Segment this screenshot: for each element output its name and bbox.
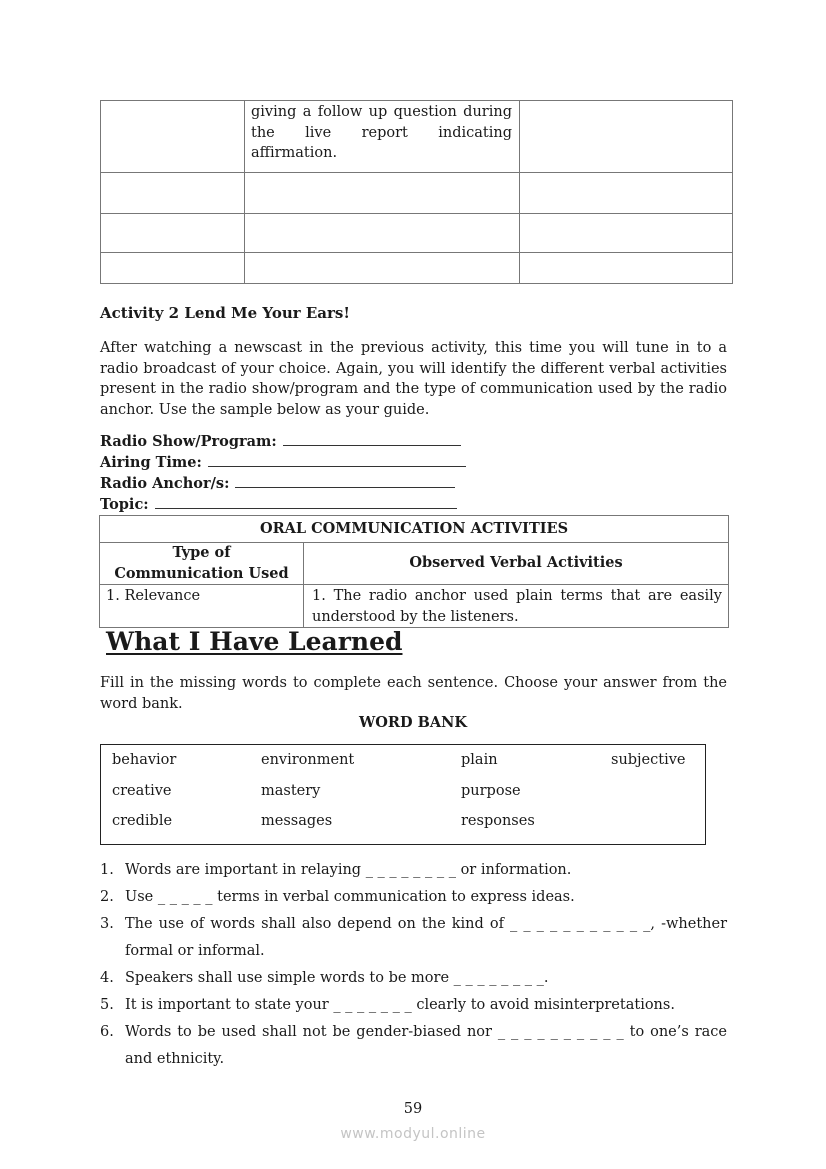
list-item: 4. Speakers shall use simple words to be more _ _ _ _ _ _ _ _. [100,970,549,986]
table-cell [520,101,733,173]
blank-line[interactable] [155,494,457,509]
field-airing-time [100,452,466,473]
fill-in-list [100,857,727,1073]
top-table [100,100,733,284]
table-cell [101,101,245,173]
blank-line[interactable] [208,452,466,467]
word-bank-word: purpose [461,783,521,799]
table-cell: 1. Relevance [100,585,304,628]
blank-line[interactable] [283,431,461,446]
field-topic [100,494,457,515]
field-radio-anchor [100,473,455,494]
table-row [101,253,733,284]
table-row [101,214,733,253]
section-instructions: Fill in the missing words to complete each sentence. Choose your answer from the word bank. [100,675,727,712]
word-bank-word: plain [461,752,498,768]
column-header-observed: Observed Verbal Activities [304,543,729,585]
cell-text-line: the live report indicating [251,124,512,141]
word-bank-word: credible [112,813,173,829]
column-header-type: Type of Communication Used [100,543,304,585]
table-row [101,173,733,214]
field-label: Topic: [100,496,149,513]
table-row [100,585,729,628]
word-bank-word: subjective [611,752,686,768]
cell-text-line: giving a follow up question during [251,104,512,120]
table-row [101,101,733,173]
table-cell-verbal-activity [245,101,520,173]
section-title: What I Have Learned [106,627,403,656]
table-title-row [100,516,729,543]
field-label: Airing Time: [100,454,202,471]
word-bank-box [100,744,706,845]
list-item: 1. Words are important in relaying _ _ _ _ _ _ _ _ or information. [100,862,572,878]
word-bank-word: behavior [112,752,177,768]
word-bank-word: responses [461,813,535,829]
word-bank-word: messages [261,813,333,829]
list-item: 6. Words to be used shall not be gender-biased nor _ _ _ _ _ _ _ _ _ _ to one’s race and ethnicity. [100,1024,727,1067]
table-cell: 1. The radio anchor used plain terms that are easily understood by the listeners. [304,585,729,628]
table-title: ORAL COMMUNICATION ACTIVITIES [100,516,729,543]
activity-instructions: After watching a newscast in the previous activity, this time you will tune in to a radio broadcast of your choice. Again, you will identify the different verbal activities present in the radio show/program and the type of communication used by the radio anchor. Use the sample below as your guide. [100,340,727,418]
field-radio-show [100,431,461,452]
table-header-row [100,543,729,585]
cell-text-line: affirmation. [251,145,338,161]
word-bank-word: creative [112,783,172,799]
page-number: 59 [403,1101,423,1117]
list-item: 3. The use of words shall also depend on the kind of _ _ _ _ _ _ _ _ _ _ _, -whether formal or informal. [100,916,727,959]
watermark: www.modyul.online [340,1126,486,1142]
field-label: Radio Show/Program: [100,433,277,450]
field-label: Radio Anchor/s: [100,475,230,492]
word-bank-title: WORD BANK [359,714,467,731]
list-item: 2. Use _ _ _ _ _ terms in verbal communication to express ideas. [100,889,575,905]
word-bank-word: mastery [261,783,321,799]
word-bank-word: environment [261,752,355,768]
list-item: 5. It is important to state your _ _ _ _ _ _ _ clearly to avoid misinterpretations. [100,997,675,1013]
oral-communication-table [99,515,729,628]
blank-line[interactable] [235,473,455,488]
activity-heading: Activity 2 Lend Me Your Ears! [100,304,350,322]
